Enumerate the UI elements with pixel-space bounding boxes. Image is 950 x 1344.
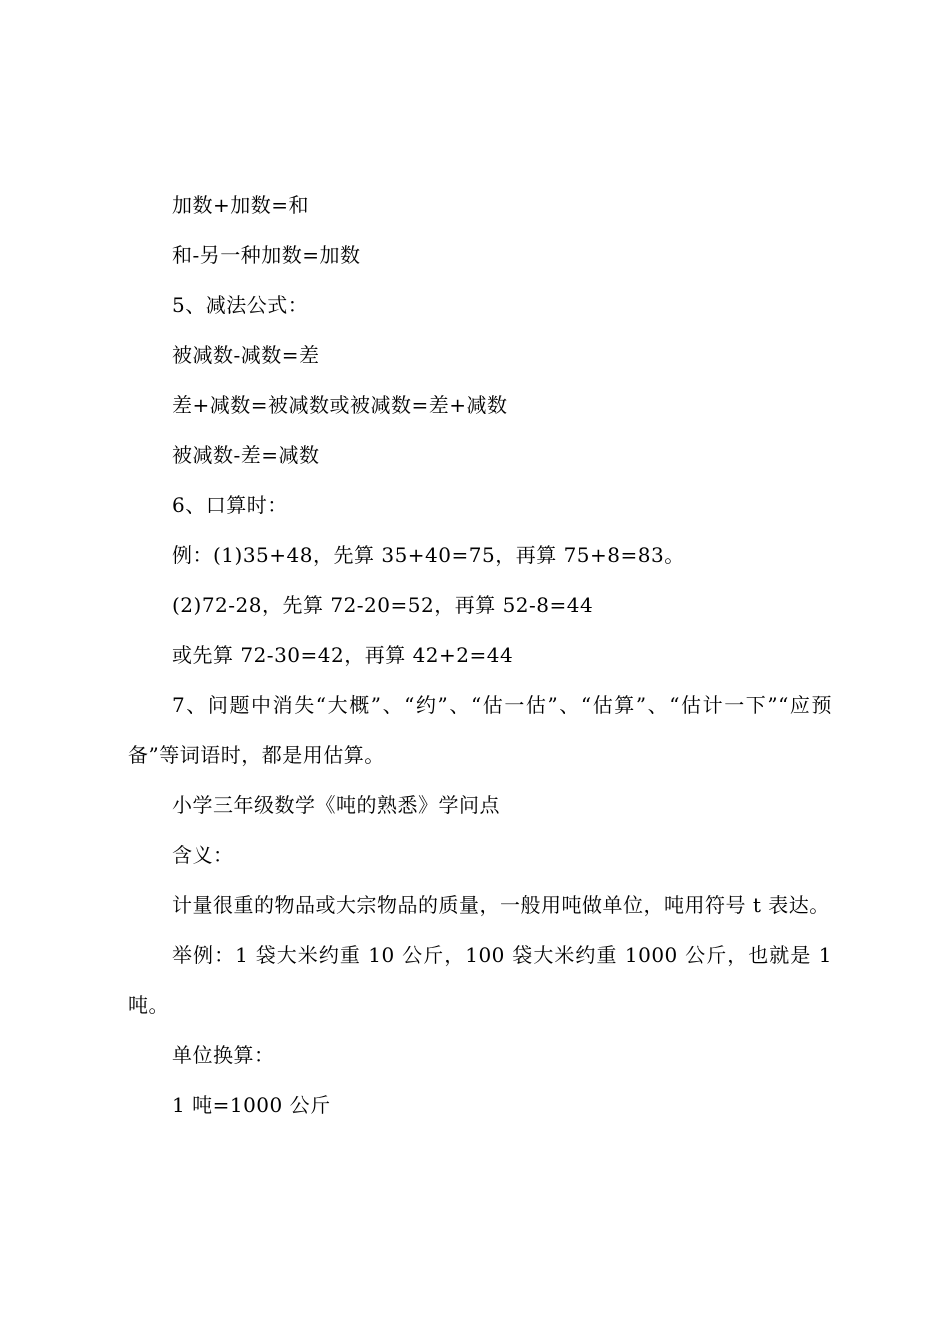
paragraph: 1 吨=1000 公斤 xyxy=(172,1093,331,1117)
paragraph: 被减数-差=减数 xyxy=(172,443,320,467)
document-body xyxy=(128,180,832,1130)
section-heading: 含义： xyxy=(172,843,234,867)
paragraph: 7、问题中消失“大概”、“约”、“估一估”、“估算”、“估计一下”“应预备”等词语时，都是用估算。 xyxy=(128,693,832,767)
paragraph: 被减数-减数=差 xyxy=(172,343,320,367)
section-title: 小学三年级数学《吨的熟悉》学问点 xyxy=(172,793,500,817)
section-heading: 6、口算时： xyxy=(172,493,288,517)
paragraph: 差+减数=被减数或被减数=差+减数 xyxy=(172,393,508,417)
paragraph: 举例：1 袋大米约重 10 公斤，100 袋大米约重 1000 公斤，也就是 1 吨。 xyxy=(128,943,832,1017)
paragraph: 计量很重的物品或大宗物品的质量，一般用吨做单位，吨用符号 t 表达。 xyxy=(172,893,830,917)
paragraph: (2)72-28，先算 72-20=52，再算 52-8=44 xyxy=(172,593,594,617)
paragraph: 加数+加数=和 xyxy=(172,193,310,217)
section-heading: 5、减法公式： xyxy=(172,293,309,317)
paragraph: 和-另一种加数=加数 xyxy=(172,243,361,267)
paragraph: 例：(1)35+48，先算 35+40=75，再算 75+8=83。 xyxy=(172,543,685,567)
paragraph: 或先算 72-30=42，再算 42+2=44 xyxy=(172,643,514,667)
section-heading: 单位换算： xyxy=(172,1043,275,1067)
